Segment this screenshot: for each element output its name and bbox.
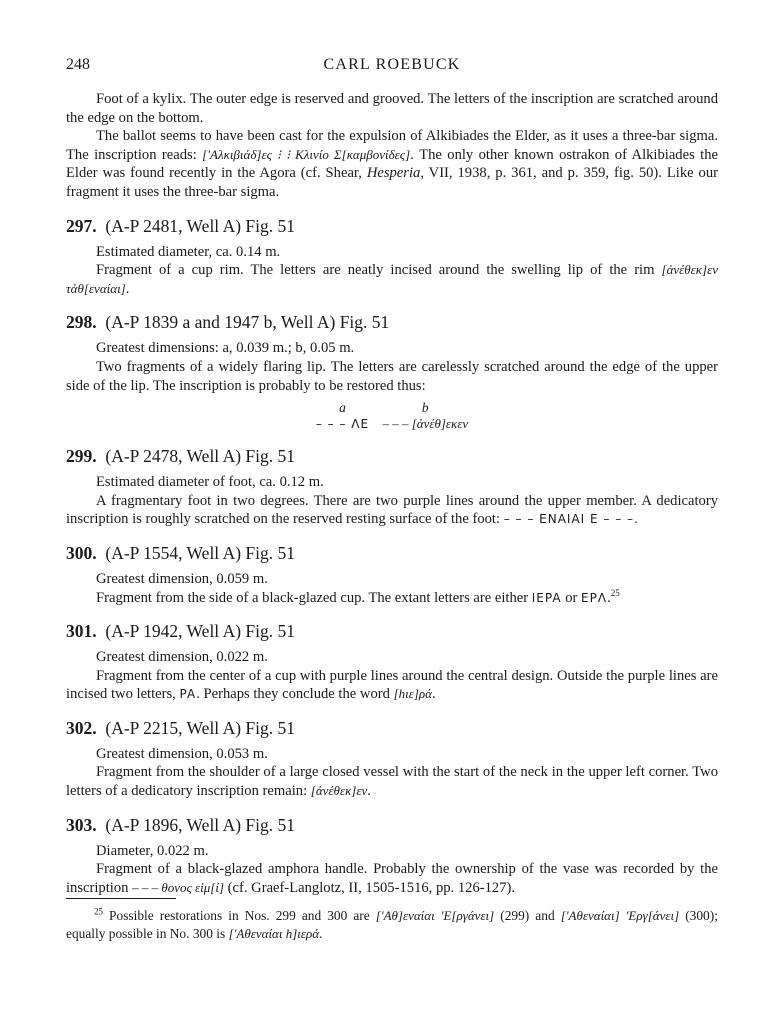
running-title: CARL ROEBUCK: [323, 56, 461, 73]
entry-reference: (A-P 1839 a and 1947 b, Well A) Fig. 51: [105, 312, 390, 333]
entry-text: .: [125, 280, 130, 297]
entry-inscription: PA: [179, 687, 197, 702]
entry-text: Fragment from the side of a black-glazed cup. The extant letters are either: [96, 589, 529, 606]
entry-dimensions: Greatest dimensions: a, 0.039 m.; b, 0.05 m.: [96, 340, 355, 357]
fragment-b-label: b: [421, 400, 429, 416]
catalog-entry-303: [66, 813, 718, 898]
restoration-block: [66, 400, 718, 432]
entry-inscription: – – – ENAIAI E – – –.: [503, 512, 639, 527]
footnote-greek: ['Αθεναίαι h]ιερά: [228, 926, 320, 941]
catalog-entry-297: [66, 214, 718, 299]
footnote-number: 25: [94, 906, 103, 917]
entry-text: .: [431, 686, 436, 703]
entry-number: 299.: [66, 446, 97, 467]
entry-heading: [66, 310, 718, 334]
fragment-a-label: a: [339, 400, 346, 416]
footnote-rule: [66, 898, 176, 899]
entry-dimensions: Greatest dimension, 0.022 m.: [96, 649, 268, 666]
entry-description: [66, 860, 718, 897]
entry-description: Two fragments of a widely flaring lip. The letters are carelessly scratched around the edge of the upper side of the lip. The inscription is probably to be restored thus:: [66, 358, 718, 394]
entry-description: [66, 667, 718, 704]
footnote-text: Possible restorations in Nos. 299 and 300 are: [109, 908, 370, 923]
catalog-entry-299: [66, 444, 718, 529]
intro-text: , VII, 1938, p. 361, and p. 359, fig. 50). Like our fragment it uses the three-bar sigma.: [66, 165, 719, 200]
entry-heading: [66, 444, 718, 468]
entry-number: 302.: [66, 717, 97, 738]
entry-number: 297.: [66, 215, 97, 236]
intro-paragraph-2: [66, 127, 718, 201]
catalog-entry-298: [66, 310, 718, 432]
intro-text: . The only other known ostrakon of Alkibiades the Elder was found recently in the Agora (cf. Shear,: [66, 146, 718, 182]
entry-reference: (A-P 1554, Well A) Fig. 51: [105, 542, 296, 563]
entry-heading: [66, 619, 718, 643]
entry-heading: [66, 813, 718, 837]
entry-text: .: [367, 783, 371, 800]
catalog-entry-302: [66, 716, 718, 801]
catalog-entry-300: [66, 541, 718, 607]
entry-greek: [ἀνέθεκ]εν τἀθ[εναίαι]: [66, 262, 718, 296]
entry-reference: (A-P 2215, Well A) Fig. 51: [105, 717, 296, 738]
entry-reference: (A-P 2478, Well A) Fig. 51: [105, 446, 296, 467]
entry-reference: (A-P 1896, Well A) Fig. 51: [105, 814, 296, 835]
entry-number: 298.: [66, 312, 97, 333]
entry-description: [66, 589, 718, 608]
entry-number: 300.: [66, 542, 97, 563]
entry-greek: [ἀνέθεκ]εν: [310, 783, 368, 799]
entry-text: Fragment from the shoulder of a large closed vessel with the start of the neck in the upper left corner. Two letters of a dedicatory inscription remain:: [66, 764, 718, 800]
footnote-reference[interactable]: 25: [610, 587, 620, 598]
entry-text: or: [565, 589, 578, 606]
intro-greek-inscription: ['Αλκιβιάδ]ες ⁝ ⁝ Κλινίο Σ[καμβονίδες]: [202, 146, 411, 162]
entry-text: Fragment of a black-glazed amphora handle. Probably the ownership of the vase was recorded by the inscription: [66, 861, 718, 896]
entry-inscription-1: IEPA: [531, 590, 562, 605]
fragment-a: [316, 400, 369, 432]
page-number: 248: [66, 56, 90, 73]
entry-text: . Perhaps they conclude the word: [196, 686, 390, 703]
footnote-text: .: [319, 926, 323, 941]
intro-text: The ballot seems to have been cast for the expulsion of Alkibiades the Elder, as it uses a three-bar sigma. The inscription reads:: [66, 128, 718, 163]
entry-number: 301.: [66, 621, 97, 642]
fragment-b: [382, 400, 468, 432]
catalog-entry-301: [66, 619, 718, 704]
entry-heading: [66, 716, 718, 740]
entry-text: .: [607, 589, 611, 606]
entry-heading: [66, 214, 718, 238]
entry-reference: (A-P 1942, Well A) Fig. 51: [105, 621, 296, 642]
fragment-b-text: – – – [ἀνέθ]εκεν: [382, 416, 469, 432]
entry-text: A fragmentary foot in two degrees. There are two purple lines around the upper member. A dedicatory inscription is roughly scratched on the reserved resting surface of the foot:: [66, 492, 718, 528]
footnote-paragraph: [66, 907, 718, 943]
page-body: [66, 90, 718, 897]
footnote: [66, 907, 718, 943]
entry-heading: [66, 541, 718, 565]
footnote-greek: ['Αθ]εναίαι 'Ε[ργάνει]: [375, 908, 495, 923]
entry-greek: [hιε]ρά: [393, 686, 432, 702]
entry-dimensions: Greatest dimension, 0.059 m.: [96, 570, 268, 587]
entry-text: Fragment of a cup rim. The letters are neatly incised around the swelling lip of the rim: [96, 262, 655, 279]
entry-dimensions: Diameter, 0.022 m.: [96, 842, 209, 859]
entry-text: Fragment from the center of a cup with purple lines around the central design. Outside the purple lines are incised two letters,: [66, 667, 718, 703]
journal-title: Hesperia: [366, 165, 421, 182]
entry-description: [66, 261, 718, 298]
entry-inscription-2: EPΛ: [581, 590, 608, 605]
entry-description: [66, 763, 718, 800]
entry-greek: – – – θονος εἰμ[ί]: [132, 879, 225, 895]
entry-dimensions: Estimated diameter, ca. 0.14 m.: [96, 243, 281, 260]
entry-reference: (A-P 2481, Well A) Fig. 51: [105, 215, 296, 236]
entry-dimensions: Estimated diameter of foot, ca. 0.12 m.: [96, 474, 324, 491]
entry-text: (cf. Graef-Langlotz, II, 1505-1516, pp. 126-127).: [227, 879, 515, 896]
entry-dimensions: Greatest dimension, 0.053 m.: [96, 745, 268, 762]
footnote-greek: ['Αθεναίαι] 'Εργ[άνει]: [560, 908, 680, 923]
intro-paragraph-1: Foot of a kylix. The outer edge is reserved and grooved. The letters of the inscription are scratched around the edge on the bottom.: [66, 91, 718, 126]
entry-description: [66, 492, 718, 529]
running-header: [66, 56, 718, 78]
fragment-a-text: – – – ΛE: [315, 417, 370, 432]
footnote-text: (299) and: [500, 908, 555, 923]
entry-number: 303.: [66, 814, 97, 835]
footnote-text: (300); equally possible in No. 300 is: [66, 908, 718, 941]
